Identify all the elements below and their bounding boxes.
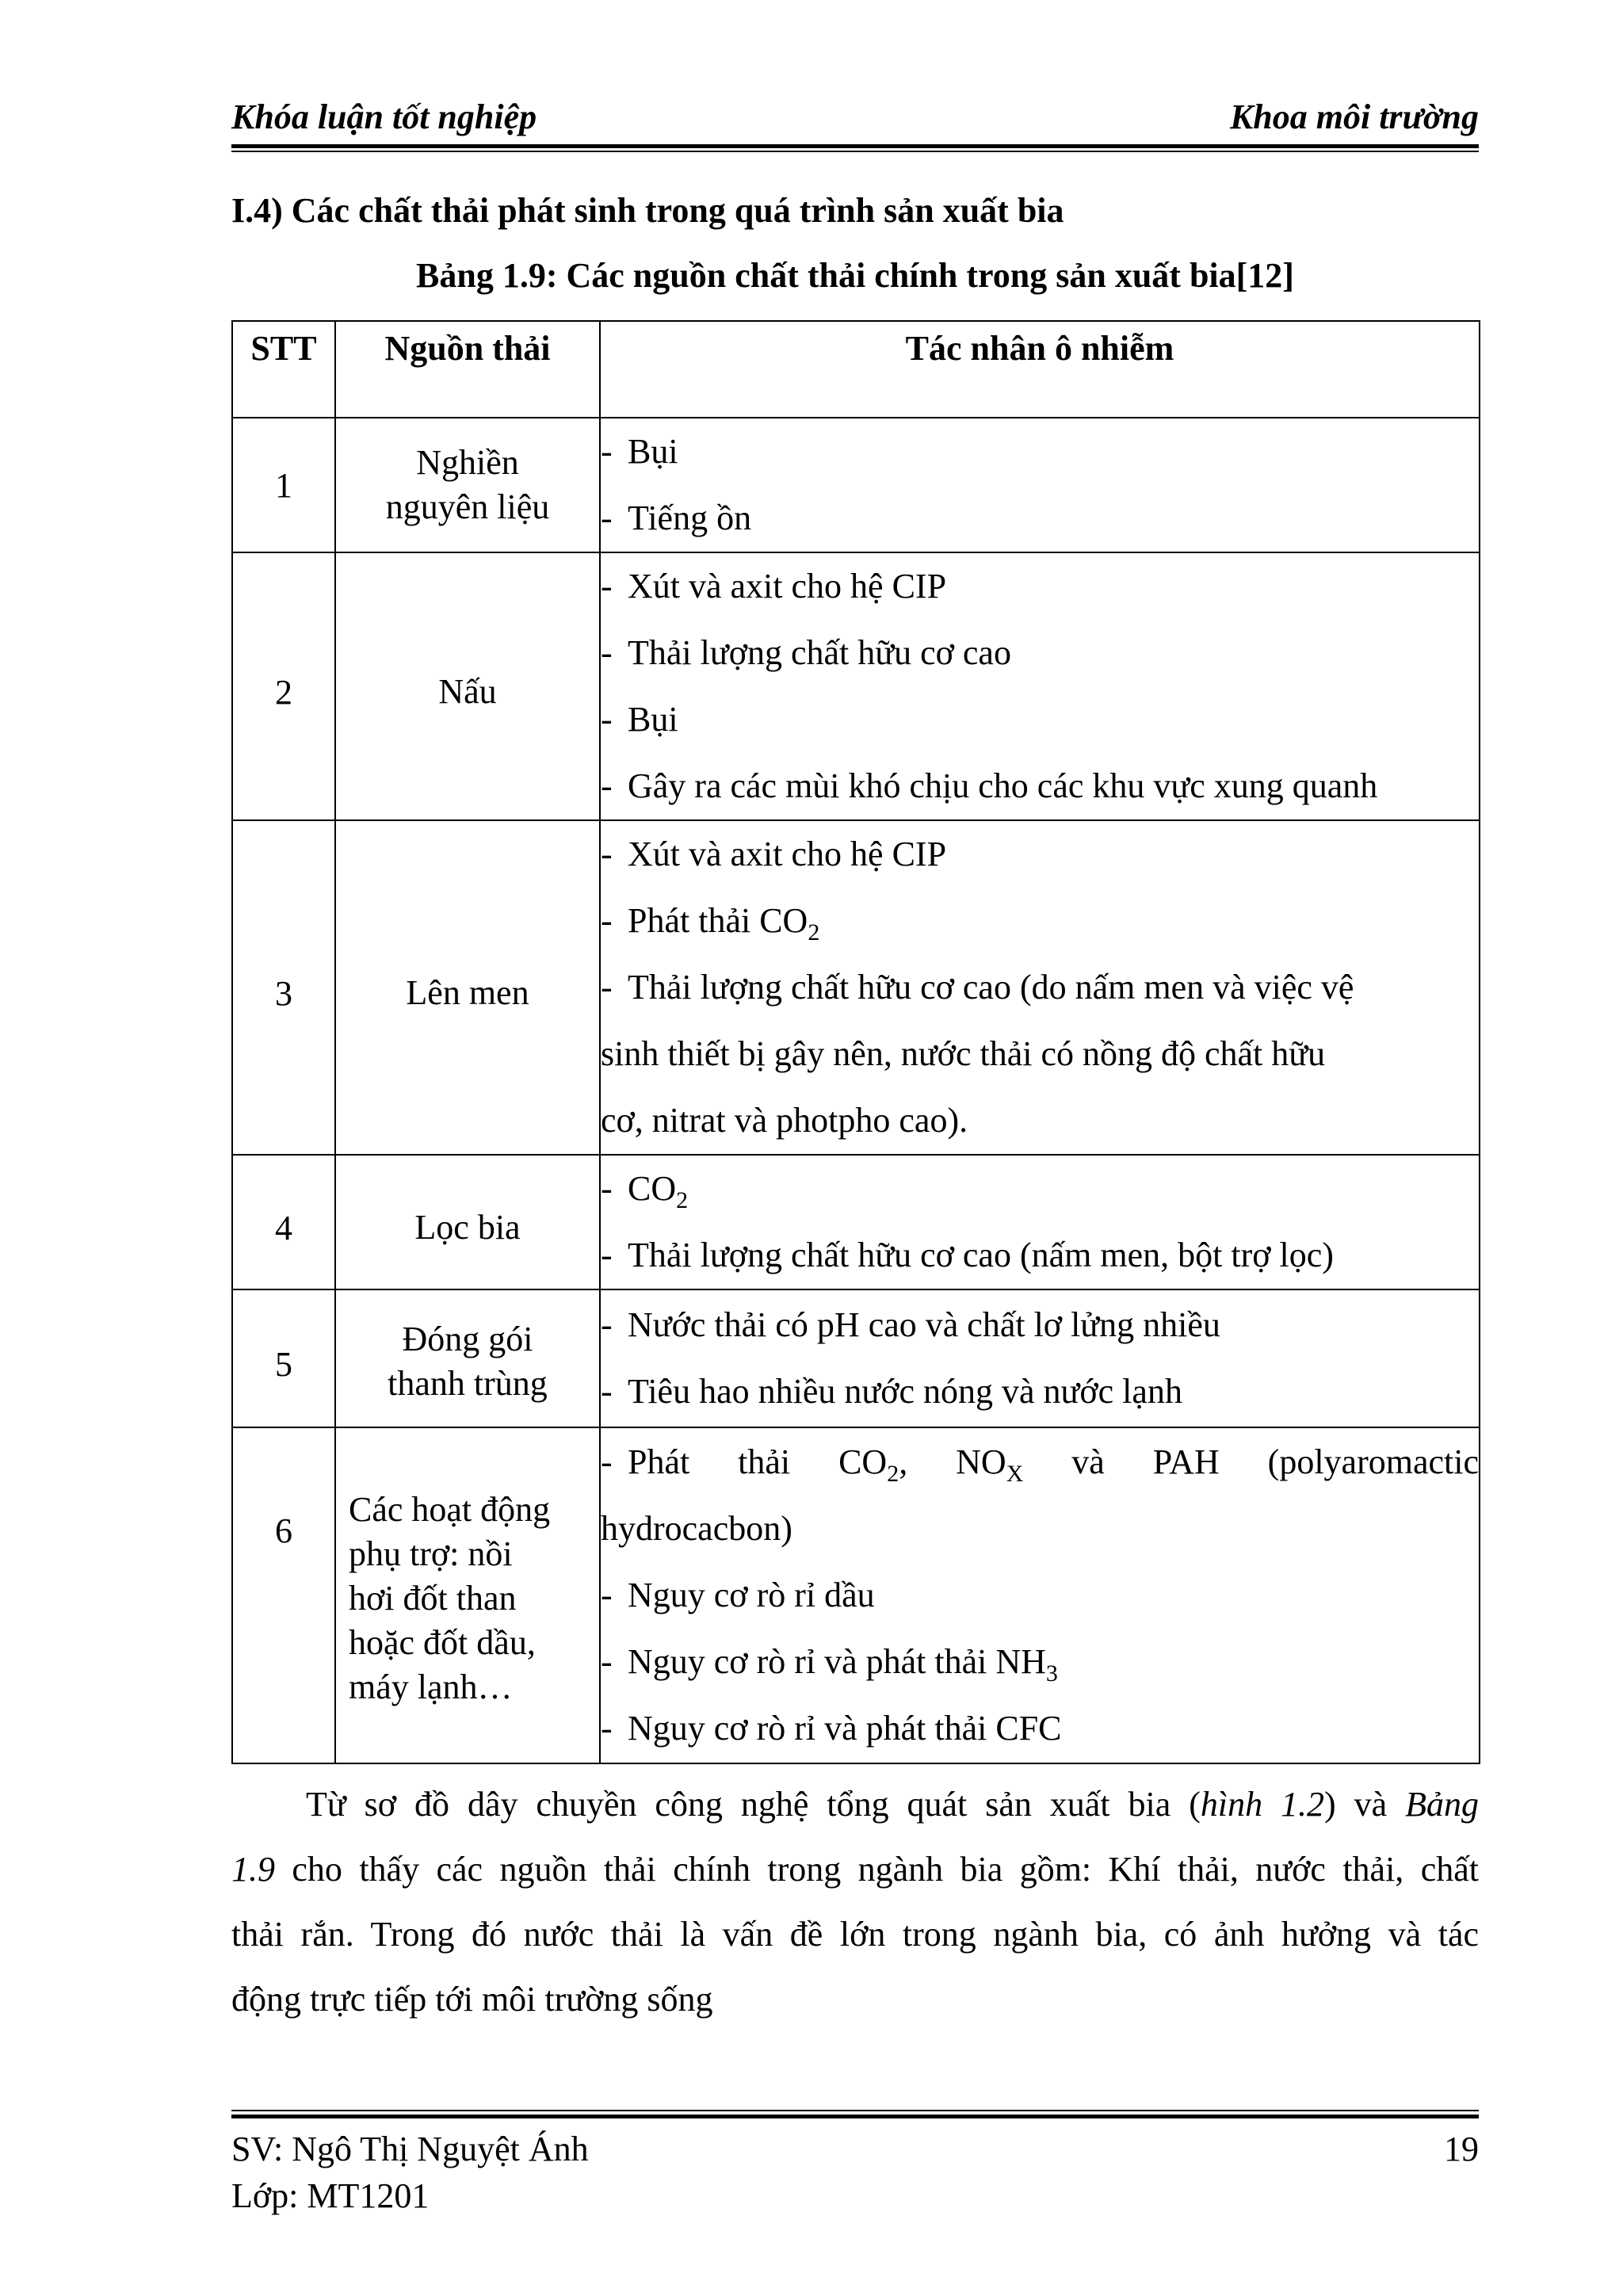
row-agents [600, 1155, 1480, 1289]
table-row [232, 820, 1480, 1155]
source-line: Nghiền [416, 443, 519, 482]
page-header [231, 97, 1479, 143]
agent-item: - Nguy cơ rò rỉ và phát thải CFC [601, 1709, 1062, 1748]
table-header-row [232, 321, 1480, 418]
agent-item: - Nguy cơ rò rỉ và phát thải $NH_3$ [601, 1642, 1058, 1687]
footer-class: Lớp: MT1201 [231, 2176, 430, 2215]
agent-item: - Xút và axit cho hệ CIP [601, 835, 947, 873]
table-row [232, 552, 1480, 820]
paragraph-line: Từ sơ đồ dây chuyền công nghệ tổng quát sản xuất bia (hình 1.2) và Bảng [306, 1785, 1479, 1824]
agent-item: - Xút và axit cho hệ CIP [601, 567, 947, 606]
section-heading: I.4) Các chất thải phát sinh trong quá trình sản xuất bia [231, 191, 1064, 230]
header-agents: Tác nhân ô nhiễm [600, 321, 1480, 418]
header-rule-thick [231, 144, 1479, 148]
agent-item: - $CO_2$ [601, 1169, 689, 1213]
row-agents [600, 418, 1480, 552]
row-stt: 6 [232, 1427, 335, 1763]
header-source: Nguồn thải [335, 321, 600, 418]
footer-rule-thin [231, 2110, 1479, 2111]
row-agents [600, 552, 1480, 820]
agent-item: - Phát thải $CO_2$, $NO_X$ và PAH (polyaromactic [601, 1442, 1479, 1487]
header-right: Khoa môi trường [1229, 97, 1479, 136]
table-caption: Bảng 1.9: Các nguồn chất thải chính trong sản xuất bia[12] [416, 256, 1294, 295]
source-line: Đóng gói [402, 1320, 533, 1358]
source-line: máy lạnh… [349, 1668, 513, 1706]
body-paragraph [231, 1772, 1479, 2032]
agent-item: - Bụi [601, 700, 678, 739]
row-source [335, 820, 600, 1155]
table-row [232, 1155, 1480, 1289]
row-source [335, 418, 600, 552]
agent-item-continuation: cơ, nitrat và photpho cao). [601, 1101, 968, 1140]
source-line: thanh trùng [388, 1364, 548, 1403]
source-line: hoặc đốt dầu, [349, 1623, 536, 1662]
paragraph-line: thải rắn. Trong đó nước thải là vấn đề lớn trong ngành bia, có ảnh hưởng và tác [231, 1915, 1479, 1954]
row-source [335, 1155, 600, 1289]
paragraph-line: động trực tiếp tới môi trường sống [231, 1980, 713, 2019]
source-line: hơi đốt than [349, 1579, 517, 1618]
agent-item: - Nước thải có pH cao và chất lơ lửng nhiều [601, 1305, 1220, 1344]
agent-item: - Thải lượng chất hữu cơ cao (do nấm men và việc vệ [601, 968, 1354, 1007]
source-line: Lọc bia [414, 1208, 521, 1247]
table-row [232, 418, 1480, 552]
agent-item: - Thải lượng chất hữu cơ cao [601, 633, 1011, 672]
agent-item: - Bụi [601, 432, 678, 471]
agent-item: - Tiếng ồn [601, 499, 752, 537]
source-line: Các hoạt động [349, 1490, 551, 1529]
footer-student: SV: Ngô Thị Nguyệt Ánh [231, 2130, 589, 2168]
source-line: Nấu [438, 672, 497, 711]
agent-item: - Thải lượng chất hữu cơ cao (nấm men, bột trợ lọc) [601, 1236, 1334, 1274]
row-stt: 2 [232, 552, 335, 820]
row-stt: 3 [232, 820, 335, 1155]
row-stt: 1 [232, 418, 335, 552]
row-stt: 5 [232, 1289, 335, 1427]
paragraph-line: 1.9 cho thấy các nguồn thải chính trong ngành bia gồm: Khí thải, nước thải, chất [231, 1850, 1479, 1889]
agent-item-continuation: sinh thiết bị gây nên, nước thải có nồng độ chất hữu [601, 1034, 1326, 1073]
row-agents [600, 1427, 1480, 1763]
row-stt: 4 [232, 1155, 335, 1289]
footer [231, 2129, 1479, 2216]
row-agents [600, 820, 1480, 1155]
row-source [335, 552, 600, 820]
row-agents [600, 1289, 1480, 1427]
agent-item: - Gây ra các mùi khó chịu cho các khu vực xung quanh [601, 766, 1378, 805]
source-line: phụ trợ: nồi [349, 1534, 513, 1573]
waste-sources-table [231, 320, 1480, 1764]
agent-item-continuation: hydrocacbon) [601, 1509, 792, 1548]
footer-rule-thick [231, 2115, 1479, 2118]
agent-item: - Phát thải $CO_2$ [601, 901, 820, 946]
page-number: 19 [1444, 2130, 1479, 2168]
header-stt: STT [232, 321, 335, 418]
agent-item: - Nguy cơ rò rỉ dầu [601, 1576, 875, 1614]
source-line: Lên men [406, 973, 529, 1012]
header-rule-thin [231, 151, 1479, 152]
header-left: Khóa luận tốt nghiệp [231, 97, 537, 136]
row-source [335, 1289, 600, 1427]
row-source [335, 1427, 600, 1763]
table-row [232, 1289, 1480, 1427]
table-row [232, 1427, 1480, 1763]
agent-item: - Tiêu hao nhiều nước nóng và nước lạnh [601, 1372, 1182, 1411]
source-line: nguyên liệu [385, 487, 550, 526]
